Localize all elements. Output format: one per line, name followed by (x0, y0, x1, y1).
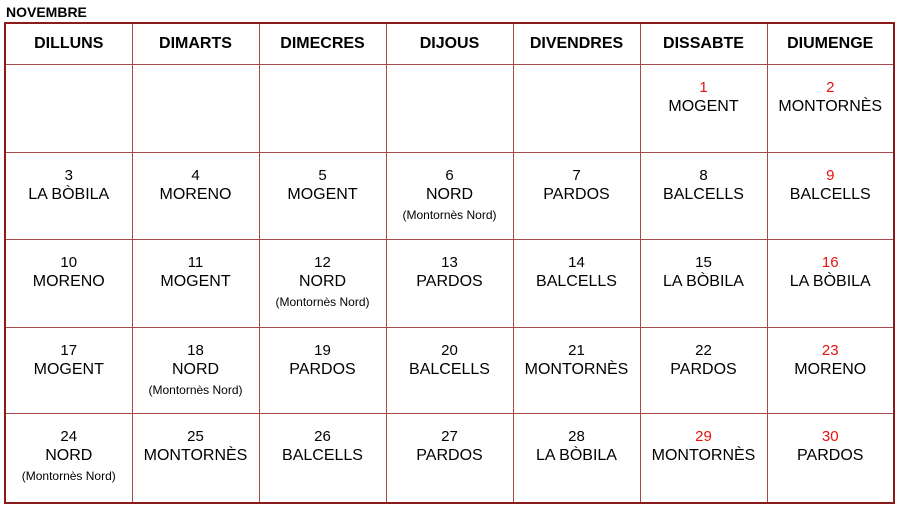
day-number: 16 (821, 254, 839, 271)
day-number: 27 (441, 428, 458, 445)
day-cell (5, 328, 132, 414)
empty-day-cell (259, 65, 386, 153)
pharmacy-location: NORD (45, 447, 93, 464)
pharmacy-location: LA BÒBILA (28, 186, 110, 203)
pharmacy-location: MOGENT (160, 273, 231, 290)
day-cell (132, 240, 259, 328)
week-row (5, 65, 894, 153)
day-number: 21 (568, 342, 585, 359)
day-cell (640, 328, 767, 414)
pharmacy-location: MOGENT (287, 186, 358, 203)
day-number: 25 (187, 428, 204, 445)
day-cell (259, 240, 386, 328)
day-cell (259, 414, 386, 503)
day-cell (767, 65, 894, 153)
location-note: (Montornès Nord) (402, 208, 497, 222)
empty-day-cell (132, 65, 259, 153)
day-cell (386, 153, 513, 240)
day-number: 11 (187, 254, 204, 271)
day-number: 24 (60, 428, 78, 445)
pharmacy-location: NORD (298, 273, 347, 290)
day-number: 2 (826, 79, 835, 96)
day-number: 13 (441, 254, 458, 271)
day-cell (132, 414, 259, 503)
day-number: 20 (441, 342, 458, 359)
pharmacy-location: PARDOS (416, 447, 483, 464)
pharmacy-location: NORD (425, 186, 474, 203)
day-number: 30 (821, 428, 839, 445)
day-number: 12 (314, 254, 331, 271)
day-cell (640, 414, 767, 503)
day-number: 1 (699, 79, 708, 96)
pharmacy-location: MOGENT (668, 98, 739, 115)
day-cell (386, 414, 513, 503)
week-row (5, 240, 894, 328)
day-number: 18 (187, 342, 204, 359)
week-row (5, 328, 894, 414)
weekday-header-row (5, 23, 894, 65)
pharmacy-location: LA BÒBILA (663, 273, 744, 290)
pharmacy-location: MONTORNÈS (778, 98, 883, 115)
day-number: 15 (695, 254, 712, 271)
weekday-header: DIMARTS (132, 23, 259, 65)
day-cell (513, 240, 640, 328)
weekday-header: DIJOUS (386, 23, 513, 65)
day-cell (5, 240, 132, 328)
week-row (5, 414, 894, 503)
day-number: 5 (318, 167, 327, 184)
pharmacy-location: MORENO (794, 361, 867, 378)
pharmacy-location: PARDOS (416, 273, 483, 290)
pharmacy-location: LA BÒBILA (789, 273, 871, 290)
pharmacy-location: MONTORNÈS (651, 447, 756, 464)
pharmacy-location: MOGENT (33, 361, 104, 378)
day-cell (5, 153, 132, 240)
week-row (5, 153, 894, 240)
pharmacy-location: BALCELLS (536, 273, 617, 290)
day-number: 10 (60, 254, 78, 271)
pharmacy-location: MORENO (32, 273, 105, 290)
day-cell (5, 414, 132, 503)
day-cell (132, 153, 259, 240)
day-cell (132, 328, 259, 414)
weekday-header: DISSABTE (640, 23, 767, 65)
pharmacy-location: BALCELLS (282, 447, 363, 464)
day-number: 6 (445, 167, 454, 184)
day-cell (767, 414, 894, 503)
empty-day-cell (5, 65, 132, 153)
pharmacy-location: BALCELLS (663, 186, 744, 203)
location-note: (Montornès Nord) (148, 383, 243, 397)
pharmacy-location: PARDOS (670, 361, 737, 378)
day-number: 9 (826, 167, 835, 184)
day-cell (513, 153, 640, 240)
day-number: 3 (64, 167, 73, 184)
pharmacy-location: PARDOS (797, 447, 864, 464)
day-number: 29 (695, 428, 712, 445)
day-number: 17 (60, 342, 78, 359)
pharmacy-location: PARDOS (289, 361, 356, 378)
day-cell (640, 65, 767, 153)
day-number: 26 (314, 428, 331, 445)
day-number: 14 (568, 254, 585, 271)
day-cell (767, 328, 894, 414)
day-cell (767, 153, 894, 240)
day-cell (386, 240, 513, 328)
location-note: (Montornès Nord) (275, 295, 370, 309)
weekday-header: DIMECRES (259, 23, 386, 65)
empty-day-cell (513, 65, 640, 153)
day-cell (513, 414, 640, 503)
empty-day-cell (386, 65, 513, 153)
day-number: 19 (314, 342, 331, 359)
location-note: (Montornès Nord) (21, 469, 116, 483)
day-number: 28 (568, 428, 585, 445)
day-cell (640, 153, 767, 240)
weekday-header: DIUMENGE (767, 23, 894, 65)
pharmacy-location: MONTORNÈS (143, 447, 248, 464)
pharmacy-location: BALCELLS (409, 361, 490, 378)
calendar-table (4, 22, 895, 504)
day-cell (259, 153, 386, 240)
day-number: 22 (695, 342, 712, 359)
pharmacy-location: MORENO (159, 186, 232, 203)
day-cell (386, 328, 513, 414)
day-cell (767, 240, 894, 328)
pharmacy-location: MONTORNÈS (524, 361, 629, 378)
day-cell (513, 328, 640, 414)
day-number: 4 (191, 167, 200, 184)
pharmacy-location: PARDOS (543, 186, 610, 203)
pharmacy-location: BALCELLS (789, 186, 871, 203)
pharmacy-location: NORD (171, 361, 220, 378)
weekday-header: DILLUNS (5, 23, 132, 65)
day-number: 7 (572, 167, 581, 184)
day-cell (259, 328, 386, 414)
day-number: 23 (821, 342, 839, 359)
pharmacy-location: LA BÒBILA (536, 447, 617, 464)
weekday-header: DIVENDRES (513, 23, 640, 65)
month-title: NOVEMBRE (6, 4, 87, 20)
day-cell (640, 240, 767, 328)
day-number: 8 (699, 167, 708, 184)
